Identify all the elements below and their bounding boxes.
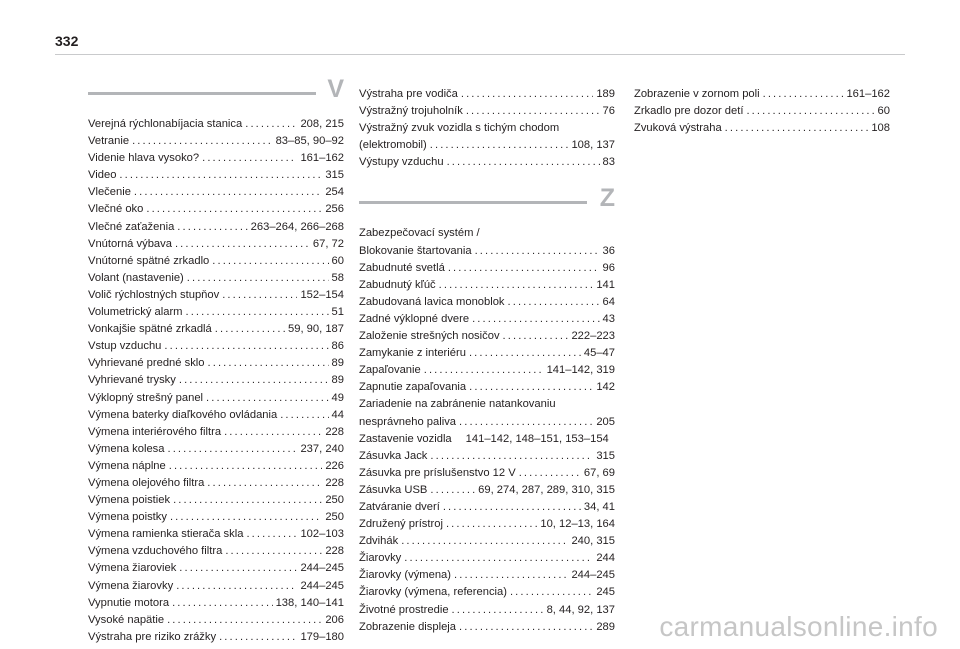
index-entry — [88, 595, 344, 612]
dot-leader — [167, 612, 322, 629]
index-entry-pages: 138, 140–141 — [275, 596, 344, 609]
index-entry — [88, 612, 344, 629]
index-entry — [88, 184, 344, 201]
index-entry-name: Zobrazenie v zornom poli — [634, 88, 760, 100]
dot-leader — [173, 492, 322, 509]
index-entry-pages: 179–180 — [300, 630, 344, 643]
index-entry — [88, 560, 344, 577]
index-entry-pages: 250 — [325, 494, 344, 507]
index-entry-pages: 67, 72 — [312, 237, 344, 250]
dot-leader — [401, 533, 568, 550]
index-entry-name: Zásuvka pre príslušenstvo 12 V — [359, 466, 516, 479]
index-column-2 — [359, 86, 615, 636]
index-entry-name: Výstupy vzduchu — [359, 156, 444, 169]
index-entry-pages: 83 — [602, 156, 615, 169]
index-entry-name: Zapnutie zapaľovania — [359, 381, 467, 394]
index-entry-name: Vlečné zaťaženia — [88, 220, 175, 233]
index-entry — [88, 355, 344, 372]
index-entry-pages: 152–154 — [300, 288, 344, 301]
dot-leader — [175, 236, 310, 253]
index-entry-pages: 256 — [325, 203, 344, 216]
dot-leader — [202, 150, 297, 167]
index-entry-name: Video — [88, 169, 117, 182]
index-entry-name: Vnútorná výbava — [88, 237, 172, 250]
index-entry-pages: 228 — [325, 545, 344, 558]
index-entry — [88, 543, 344, 560]
index-entry — [634, 103, 890, 120]
index-entry — [359, 345, 615, 362]
index-entry-pages: 58 — [331, 271, 344, 284]
dot-leader — [170, 509, 322, 526]
index-entry-pages: 108 — [871, 122, 890, 135]
index-entry-name: Zapaľovanie — [359, 364, 421, 377]
index-entry-name: Vnútorné spätné zrkadlo — [88, 254, 210, 267]
index-entry-pages: 141 — [596, 278, 615, 291]
index-entry-name: Zadné výklopné dvere — [359, 312, 470, 325]
index-entry-name: Vyhrievané predné sklo — [88, 357, 205, 370]
dot-leader — [452, 602, 544, 619]
index-entry-name: Vstup vzduchu — [88, 340, 162, 353]
index-entry-name: Blokovanie štartovania — [359, 244, 472, 257]
letter-heading-v — [88, 75, 344, 116]
dot-leader — [132, 133, 273, 150]
index-entry — [359, 243, 615, 260]
index-entry — [88, 150, 344, 167]
dot-leader — [177, 219, 247, 236]
index-entry-name: Zabudnuté svetlá — [359, 261, 445, 274]
dot-leader — [461, 86, 593, 103]
index-entry — [634, 86, 890, 103]
dot-leader — [404, 550, 593, 567]
watermark: carmanualsonline.info — [659, 611, 938, 642]
index-entry-pages: 244–245 — [571, 569, 615, 582]
dot-leader — [222, 287, 297, 304]
index-entry-pages: 254 — [325, 186, 344, 199]
index-entry-pages: 237, 240 — [300, 442, 344, 455]
index-entry-name: Výmena interiérového filtra — [88, 425, 222, 438]
index-entry-pages: 244–245 — [300, 579, 344, 592]
index-entry-name: Výklopný strešný panel — [88, 391, 204, 404]
index-entry-name: Zabezpečovací systém / — [359, 227, 480, 240]
index-entry-name: Výmena olejového filtra — [88, 476, 205, 489]
index-entry-pages: 59, 90, 187 — [288, 323, 344, 336]
index-entry-name: Vyhrievané trysky — [88, 374, 176, 387]
index-entry-pages: 250 — [325, 511, 344, 524]
index-entry-pages: 69, 274, 287, 289, 310, 315 — [478, 483, 615, 496]
dot-leader — [164, 338, 328, 355]
index-entry — [634, 120, 890, 137]
letter-rule — [88, 92, 316, 95]
index-column-1 — [88, 75, 344, 646]
index-entry-name: Výstražný zvuk vozidla s tichým chodom — [359, 122, 560, 135]
index-entry-name: Žiarovky — [359, 552, 402, 565]
dot-leader — [208, 355, 329, 372]
index-entry — [88, 338, 344, 355]
dot-leader — [459, 619, 593, 636]
index-entry-pages: 141–142, 148–151, 153–154 — [465, 432, 609, 445]
index-entry — [359, 154, 615, 171]
index-entry-name: Zariadenie na zabránenie natankovaniu — [359, 398, 556, 411]
index-entry-name: Zrkadlo pre dozor detí — [634, 105, 744, 118]
dot-leader — [168, 441, 298, 458]
index-entry — [88, 304, 344, 321]
index-entry-pages: 83–85, 90–92 — [275, 135, 344, 148]
index-entry-name: Videnie hlava vysoko? — [88, 152, 200, 165]
index-entry-name: Zásuvka Jack — [359, 449, 428, 462]
dot-leader — [459, 414, 593, 431]
dot-leader — [430, 137, 569, 154]
index-entry-pages: 60 — [877, 105, 890, 118]
dot-leader — [443, 499, 581, 516]
index-entry — [359, 516, 615, 533]
dot-leader — [439, 277, 594, 294]
index-entry-name: Výmena vzduchového filtra — [88, 545, 223, 558]
dot-leader — [448, 260, 600, 277]
dot-leader — [469, 379, 593, 396]
index-entry — [88, 372, 344, 389]
index-entry — [359, 328, 615, 345]
index-entry-pages: 315 — [596, 449, 615, 462]
index-entry-pages: 228 — [325, 425, 344, 438]
index-entry-pages: 222–223 — [571, 330, 615, 343]
index-entry-name: Vysoké napätie — [88, 613, 165, 626]
index-entry — [88, 441, 344, 458]
dot-leader — [134, 184, 322, 201]
index-entry — [359, 379, 615, 396]
index-entry — [359, 448, 615, 465]
dot-leader — [206, 390, 329, 407]
index-entry-name: Založenie strešných nosičov — [359, 330, 500, 343]
index-entry — [359, 86, 615, 103]
index-entry-pages: 263–264, 266–268 — [250, 220, 344, 233]
index-entry — [88, 424, 344, 441]
index-entry-name: Výmena žiaroviek — [88, 562, 177, 575]
dot-leader — [179, 372, 329, 389]
entries-v — [88, 116, 344, 646]
index-entry-name: Vetranie — [88, 135, 130, 148]
index-entry — [359, 499, 615, 516]
index-entry — [359, 602, 615, 619]
index-entry-pages: 205 — [596, 415, 615, 428]
dot-leader — [503, 328, 569, 345]
index-entry — [359, 619, 615, 636]
dot-leader — [763, 86, 844, 103]
index-entry — [88, 219, 344, 236]
index-entry — [359, 103, 615, 120]
index-entry-pages: 108, 137 — [571, 139, 615, 152]
dot-leader — [176, 578, 297, 595]
index-entry-name: Výstraha pre vodiča — [359, 88, 458, 100]
index-entry-name: Výmena poistiek — [88, 494, 171, 507]
index-entry-pages: 206 — [325, 613, 344, 626]
index-entry — [88, 116, 344, 133]
index-entry — [359, 431, 615, 448]
index-entry-name: Volant (nastavenie) — [88, 271, 184, 284]
index-entry-pages: 8, 44, 92, 137 — [546, 603, 615, 616]
index-entry-pages: 76 — [602, 105, 615, 118]
index-entry — [88, 321, 344, 338]
index-entry-name: Výstraha pre riziko zrážky — [88, 630, 217, 643]
index-entry-pages: 60 — [331, 254, 344, 267]
index-entry-name: Výmena žiarovky — [88, 579, 174, 592]
index-entry-pages: 10, 12–13, 164 — [540, 518, 615, 531]
index-entry-name: Zamykanie z interiéru — [359, 347, 466, 360]
index-entry-pages: 141–142, 319 — [546, 364, 615, 377]
index-entry-name: Zabudnutý kľúč — [359, 278, 436, 291]
index-entry-pages: 226 — [325, 459, 344, 472]
index-entry — [359, 294, 615, 311]
index-entry — [88, 253, 344, 270]
index-entry — [359, 550, 615, 567]
dot-leader — [472, 311, 599, 328]
dot-leader — [246, 526, 297, 543]
index-entry-pages: 36 — [602, 244, 615, 257]
dot-leader — [187, 270, 329, 287]
dot-leader — [169, 458, 323, 475]
index-column-3 — [634, 86, 890, 137]
index-entry-name: Zásuvka USB — [359, 483, 428, 496]
index-entry — [359, 414, 615, 431]
index-entry — [88, 270, 344, 287]
index-entry-name: Vlečné oko — [88, 203, 144, 216]
index-entry-name: Volič rýchlostných stupňov — [88, 288, 220, 301]
letter-rule — [359, 201, 587, 204]
dot-leader — [179, 560, 297, 577]
index-entry — [88, 578, 344, 595]
index-entry-pages: 240, 315 — [571, 535, 615, 548]
dot-leader — [454, 567, 568, 584]
index-entry — [88, 492, 344, 509]
dot-leader — [207, 475, 322, 492]
index-entry-pages: 189 — [596, 88, 615, 100]
index-entry-pages: 161–162 — [846, 88, 890, 100]
index-entry-name: Zdvihák — [359, 535, 399, 548]
index-entry — [359, 311, 615, 328]
dot-leader — [424, 362, 544, 379]
page-number: 332 — [55, 33, 79, 49]
index-entry-name: Žiarovky (výmena, referencia) — [359, 586, 507, 599]
index-entry — [359, 567, 615, 584]
index-entry-pages: 86 — [331, 340, 344, 353]
index-entry-name: Zabudovaná lavica monoblok — [359, 295, 505, 308]
index-entry-pages: 67, 69 — [583, 466, 615, 479]
letter-z: Z — [599, 184, 615, 213]
index-entry-pages: 208, 215 — [300, 118, 344, 130]
dot-leader — [725, 120, 869, 137]
index-entry — [359, 260, 615, 277]
dot-leader — [119, 167, 322, 184]
index-entry — [88, 236, 344, 253]
index-entry — [88, 509, 344, 526]
entries-z — [359, 225, 615, 635]
index-entry — [359, 465, 615, 482]
index-entry-name: Zvuková výstraha — [634, 122, 722, 135]
index-entry-name: Výstražný trojuholník — [359, 105, 463, 118]
index-entry-pages: 89 — [331, 357, 344, 370]
dot-leader — [186, 304, 329, 321]
dot-leader — [225, 543, 322, 560]
index-entry-pages: 142 — [596, 381, 615, 394]
index-entry — [359, 137, 615, 154]
index-entry — [88, 458, 344, 475]
dot-leader — [212, 253, 328, 270]
index-entry-name: Výmena ramienka stierača skla — [88, 528, 244, 541]
top-rule — [55, 54, 905, 55]
index-entry — [359, 277, 615, 294]
index-entry-name: (elektromobil) — [359, 139, 427, 152]
dot-leader — [508, 294, 600, 311]
dot-leader — [146, 201, 322, 218]
entries-z-continued — [634, 86, 890, 137]
dot-leader — [430, 482, 475, 499]
index-entry-pages: 64 — [602, 295, 615, 308]
index-entry-name: Zobrazenie displeja — [359, 620, 457, 633]
index-entry — [359, 584, 615, 601]
index-entry-name: Zastavenie vozidla — [359, 432, 452, 445]
index-entry-pages: 49 — [331, 391, 344, 404]
index-entry — [88, 133, 344, 150]
section-spacer — [359, 171, 615, 195]
index-entry — [88, 475, 344, 492]
entries-v-continued — [359, 86, 615, 171]
index-entry-pages: 89 — [331, 374, 344, 387]
dot-leader — [280, 407, 328, 424]
dot-leader — [519, 465, 581, 482]
index-entry-name: Výmena poistky — [88, 511, 167, 524]
index-entry-pages: 45–47 — [583, 347, 615, 360]
index-entry-pages: 44 — [331, 408, 344, 421]
dot-leader — [469, 345, 581, 362]
dot-leader — [430, 448, 593, 465]
index-entry — [359, 533, 615, 550]
index-entry-pages: 34, 41 — [583, 500, 615, 513]
index-entry-name: nesprávneho paliva — [359, 415, 457, 428]
index-entry-pages: 315 — [325, 169, 344, 182]
index-entry — [88, 407, 344, 424]
index-entry-pages: 228 — [325, 476, 344, 489]
index-entry-name: Žiarovky (výmena) — [359, 569, 452, 582]
index-entry — [88, 167, 344, 184]
dot-leader — [215, 321, 285, 338]
index-entry-pages: 244 — [596, 552, 615, 565]
index-entry-pages: 161–162 — [300, 152, 344, 165]
index-entry-pages: 43 — [602, 312, 615, 325]
index-entry-pages: 289 — [596, 620, 615, 633]
index-entry-name: Združený prístroj — [359, 518, 443, 531]
index-entry — [88, 629, 344, 646]
index-entry-pages: 102–103 — [300, 528, 344, 541]
dot-leader — [224, 424, 322, 441]
dot-leader — [219, 629, 297, 646]
index-entry — [88, 201, 344, 218]
index-entry — [88, 287, 344, 304]
index-entry-name: Výmena náplne — [88, 459, 166, 472]
index-entry — [359, 362, 615, 379]
letter-v: V — [327, 75, 344, 103]
index-entry-name: Vlečenie — [88, 186, 131, 199]
dot-leader — [245, 116, 297, 133]
letter-heading-z — [359, 184, 615, 225]
index-entry-name: Volumetrický alarm — [88, 306, 183, 319]
dot-leader — [466, 103, 600, 120]
index-entry-name: Verejná rýchlonabíjacia stanica — [88, 118, 243, 130]
index-entry-name: Vonkajšie spätné zrkadlá — [88, 323, 212, 336]
index-entry-pages: 244–245 — [300, 562, 344, 575]
dot-leader — [475, 243, 600, 260]
dot-leader — [510, 584, 593, 601]
dot-leader — [447, 154, 600, 171]
index-entry — [359, 482, 615, 499]
index-entry — [88, 526, 344, 543]
index-entry-name: Vypnutie motora — [88, 596, 170, 609]
index-entry-pages: 51 — [331, 306, 344, 319]
dot-leader — [746, 103, 874, 120]
dot-leader — [172, 595, 273, 612]
index-entry-pages: 96 — [602, 261, 615, 274]
dot-leader — [446, 516, 537, 533]
index-entry — [88, 390, 344, 407]
index-entry-name: Výmena kolesa — [88, 442, 165, 455]
index-entry-name: Zatváranie dverí — [359, 500, 440, 513]
index-entry-name: Životné prostredie — [359, 603, 449, 616]
index-entry-name: Výmena baterky diaľkového ovládania — [88, 408, 278, 421]
index-entry-pages: 245 — [596, 586, 615, 599]
